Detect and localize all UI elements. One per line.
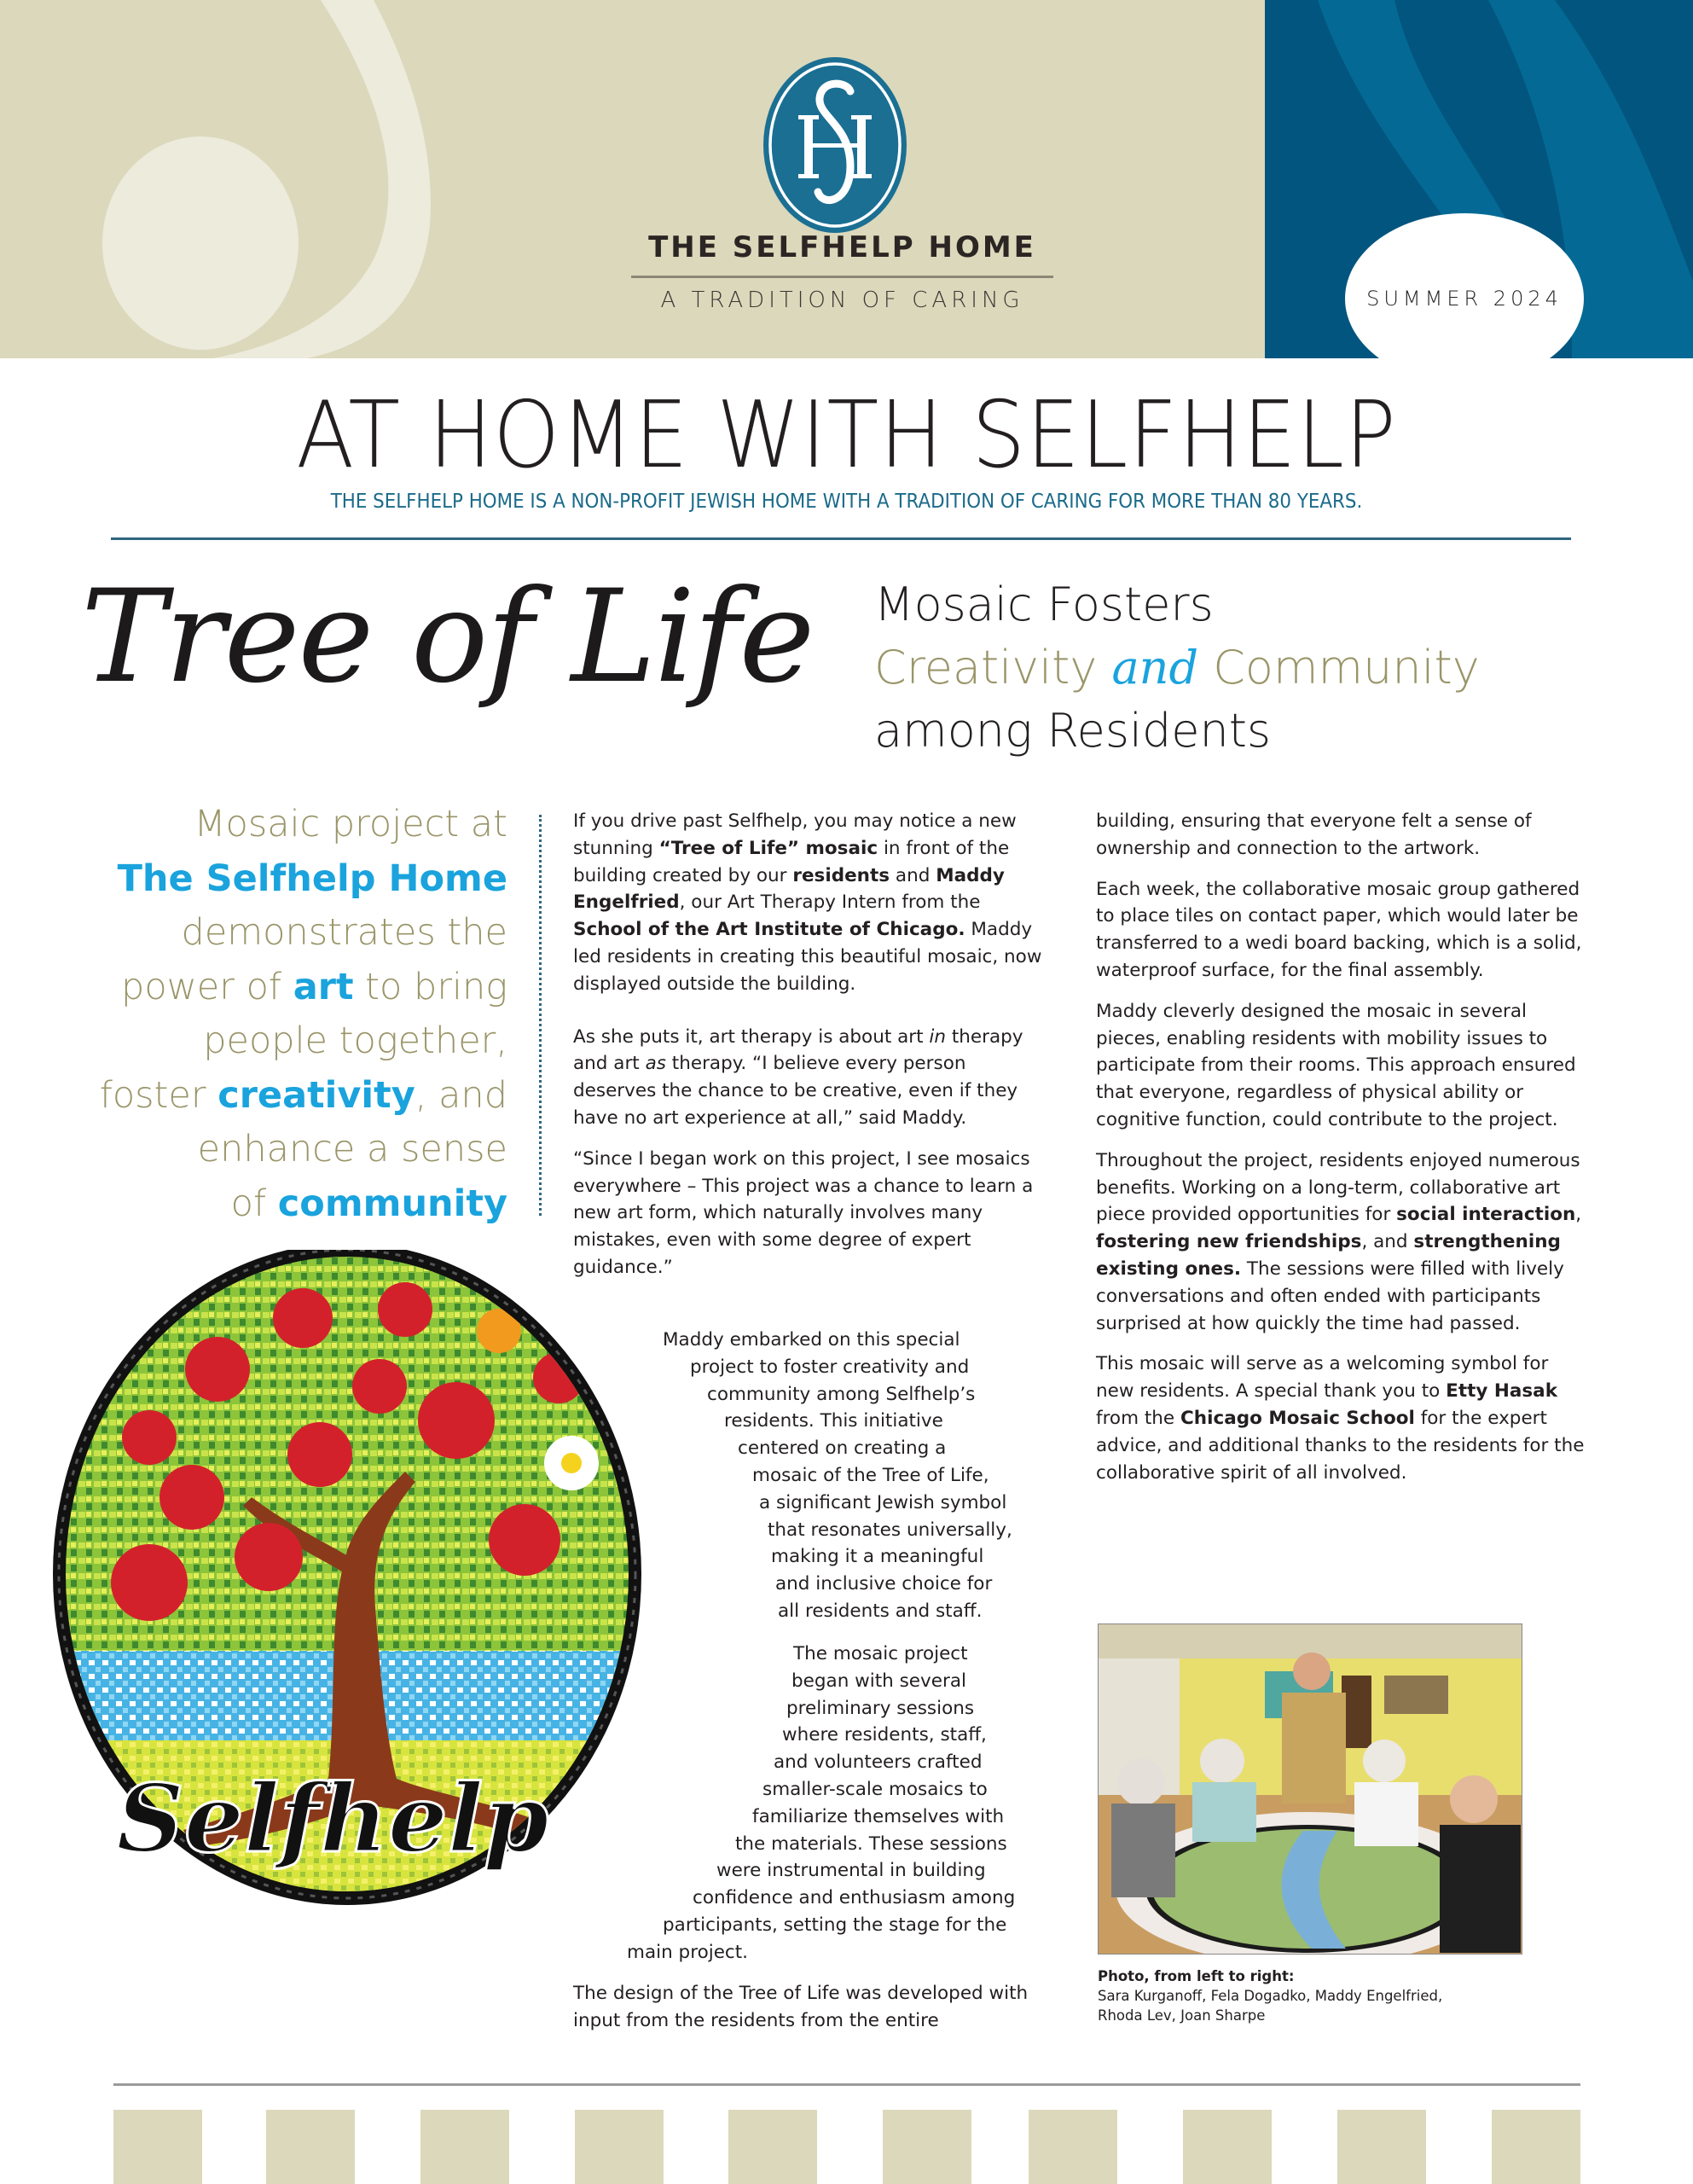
dotted-divider bbox=[539, 815, 542, 1216]
footer-bar bbox=[420, 2110, 509, 2184]
sh-monogram-icon bbox=[762, 55, 908, 235]
headline-line-3: among Residents bbox=[874, 704, 1272, 758]
footer-bar bbox=[266, 2110, 355, 2184]
tree-of-life-mosaic-image bbox=[47, 1250, 648, 1924]
paragraph: Maddy cleverly designed the mosaic in several pieces, enabling residents with mobility issues to participate from their rooms. This approach ensured that everyone, regardless of physical ability or cognitive function, could contribute to the project. bbox=[1096, 1000, 1576, 1130]
photo-caption: Photo, from left to right: Sara Kurganoff, Fela Dogadko, Maddy Engelfried, Rhoda Lev, Joan Sharpe bbox=[1098, 1968, 1443, 2024]
paragraph: “Since I began work on this project, I see mosaics everywhere – This project was a chance to learn a new art form, which naturally involves many mistakes, even with some degree of expert guidance.” bbox=[573, 1147, 1034, 1278]
footer-bar bbox=[1029, 2110, 1117, 2184]
footer-bar bbox=[1492, 2110, 1580, 2184]
paragraph: As she puts it, art therapy is about art in therapy and art as therapy. “I believe every person deserves the chance to be creative, even if they have no art experience at all,” said Maddy. bbox=[573, 1025, 1023, 1129]
paragraph: Throughout the project, residents enjoyed numerous benefits. Working on a long-term, collaborative art piece provided opportunities for social interaction, fostering new friendships, and strengthening existing ones. The sessions were filled with lively conversations and often ended with participants surprised at how quickly the time had passed. bbox=[1096, 1149, 1582, 1334]
footer-divider bbox=[113, 2083, 1580, 2086]
article-column-middle bbox=[573, 808, 1051, 1295]
brand-name: THE SELFHELP HOME bbox=[648, 230, 1036, 264]
logo bbox=[762, 55, 908, 235]
paragraph: Each week, the collaborative mosaic group gathered to place tiles on contact paper, which would later be transferred to a wedi board backing, which is a solid, waterproof surface, for the final assembly. bbox=[1096, 878, 1582, 981]
decorative-swirl bbox=[0, 0, 478, 358]
footer-bar bbox=[1183, 2110, 1272, 2184]
footer-bar bbox=[113, 2110, 202, 2184]
article-shaped-paragraph-2: The mosaic project began with several preliminary sessions where residents, staff, and volunteers crafted smaller-scale mosaics to familiarize themselves with the materials. These sessions were instrumental in building confidence and enthusiasm among participants, setting the stage for the main project. bbox=[627, 1643, 1016, 1963]
paragraph: If you drive past Selfhelp, you may notice a new stunning “Tree of Life” mosaic in front of the building created by our residents and Maddy Engelfried, our Art Therapy Intern from the School of the Art Institute of Chicago. Maddy led residents in creating this beautiful mosaic, now displayed outside the building. bbox=[573, 810, 1042, 995]
footer-decorative-bars bbox=[113, 2110, 1580, 2184]
brand-tagline: A TRADITION OF CARING bbox=[660, 288, 1024, 313]
season-label: SUMMER 2024 bbox=[1366, 287, 1563, 311]
mosaic-selfhelp-text: Selfhelp bbox=[116, 1763, 549, 1873]
article-shaped-paragraph-1: Maddy embarked on this special project to foster creativity and community among Selfhelp’s residents. This initiative centered on creating a mosaic of the Tree of Life, a significant Jewish symbol that resonates universally, making it a meaningful and inclusive choice for all residents and staff. bbox=[663, 1329, 1012, 1622]
paragraph: This mosaic will serve as a welcoming symbol for new residents. A special thank you to Etty Hasak from the Chicago Mosaic School for the expert advice, and additional thanks to the residents for the collaborative spirit of all involved. bbox=[1096, 1353, 1585, 1484]
footer-bar bbox=[1337, 2110, 1426, 2184]
article-script-title: Tree of Life bbox=[81, 563, 814, 712]
headline-line-1: Mosaic Fosters bbox=[874, 578, 1214, 631]
paragraph: building, ensuring that everyone felt a sense of ownership and connection to the artwork. bbox=[1096, 810, 1532, 859]
article-paragraph-closing: The design of the Tree of Life was developed with input from the residents from the entire bbox=[573, 1983, 1029, 2031]
headline-line-2: Creativity and Community bbox=[874, 641, 1480, 694]
residents-photo bbox=[1098, 1623, 1522, 1955]
article-headline bbox=[874, 573, 1480, 763]
newsletter-subtitle: THE SELFHELP HOME IS A NON-PROFIT JEWISH HOME WITH A TRADITION OF CARING FOR MORE THAN 80 YEARS. bbox=[330, 491, 1363, 513]
footer-bar bbox=[728, 2110, 817, 2184]
footer-bar bbox=[883, 2110, 971, 2184]
footer-bar bbox=[575, 2110, 664, 2184]
pull-quote: Mosaic project at The Selfhelp Home demonstrates the power of art to bring people together, foster creativity, and enhance a sense of community bbox=[99, 803, 507, 1225]
masthead-divider bbox=[111, 537, 1571, 540]
newsletter-title: AT HOME WITH SELFHELP bbox=[296, 382, 1397, 489]
article-column-right bbox=[1096, 808, 1586, 1500]
brand-divider bbox=[631, 276, 1053, 278]
header-band bbox=[0, 0, 1693, 358]
